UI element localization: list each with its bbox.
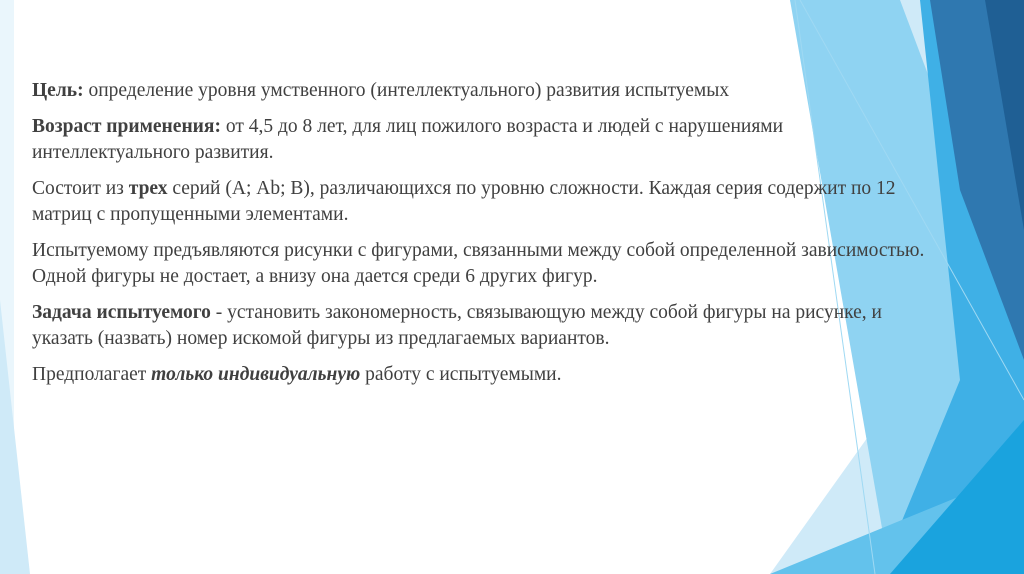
task-text: - установить закономерность, связывающую между собой фигуры на рисунке, и указать (назвать) номер искомой фигуры из предлагаемых вариантов. xyxy=(32,302,882,349)
task-paragraph xyxy=(32,300,932,352)
goal-label: Цель: xyxy=(32,80,84,101)
stimulus-text: Испытуемому предъявляются рисунки с фигурами, связанными между собой определенной зависимостью. Одной фигуры не достает, а внизу она дается среди 6 других фигур. xyxy=(32,240,925,287)
series-bold: трех xyxy=(128,178,168,199)
goal-text: определение уровня умственного (интеллектуального) развития испытуемых xyxy=(83,80,730,101)
mode-text-after: работу с испытуемыми. xyxy=(360,364,562,385)
age-text: от 4,5 до 8 лет, для лиц пожилого возраста и людей с нарушениями интеллектуального развития. xyxy=(32,116,784,163)
age-label: Возраст применения: xyxy=(32,116,221,137)
stimulus-paragraph xyxy=(32,238,932,290)
series-paragraph xyxy=(32,176,932,228)
goal-paragraph xyxy=(32,78,932,104)
mode-emphasis: только индивидуальную xyxy=(151,364,361,385)
mode-text-before: Предполагает xyxy=(32,364,152,385)
mode-paragraph xyxy=(32,362,932,388)
age-paragraph xyxy=(32,114,932,166)
slide-body xyxy=(32,78,932,398)
task-label: Задача испытуемого xyxy=(32,302,211,323)
series-text-after: серий (А; Ab; В), различающихся по уровню сложности. Каждая серия содержит по 12 матриц с пропущенными элементами. xyxy=(32,178,896,225)
series-text-before: Состоит из xyxy=(32,178,129,199)
left-accent-triangle xyxy=(0,300,30,574)
